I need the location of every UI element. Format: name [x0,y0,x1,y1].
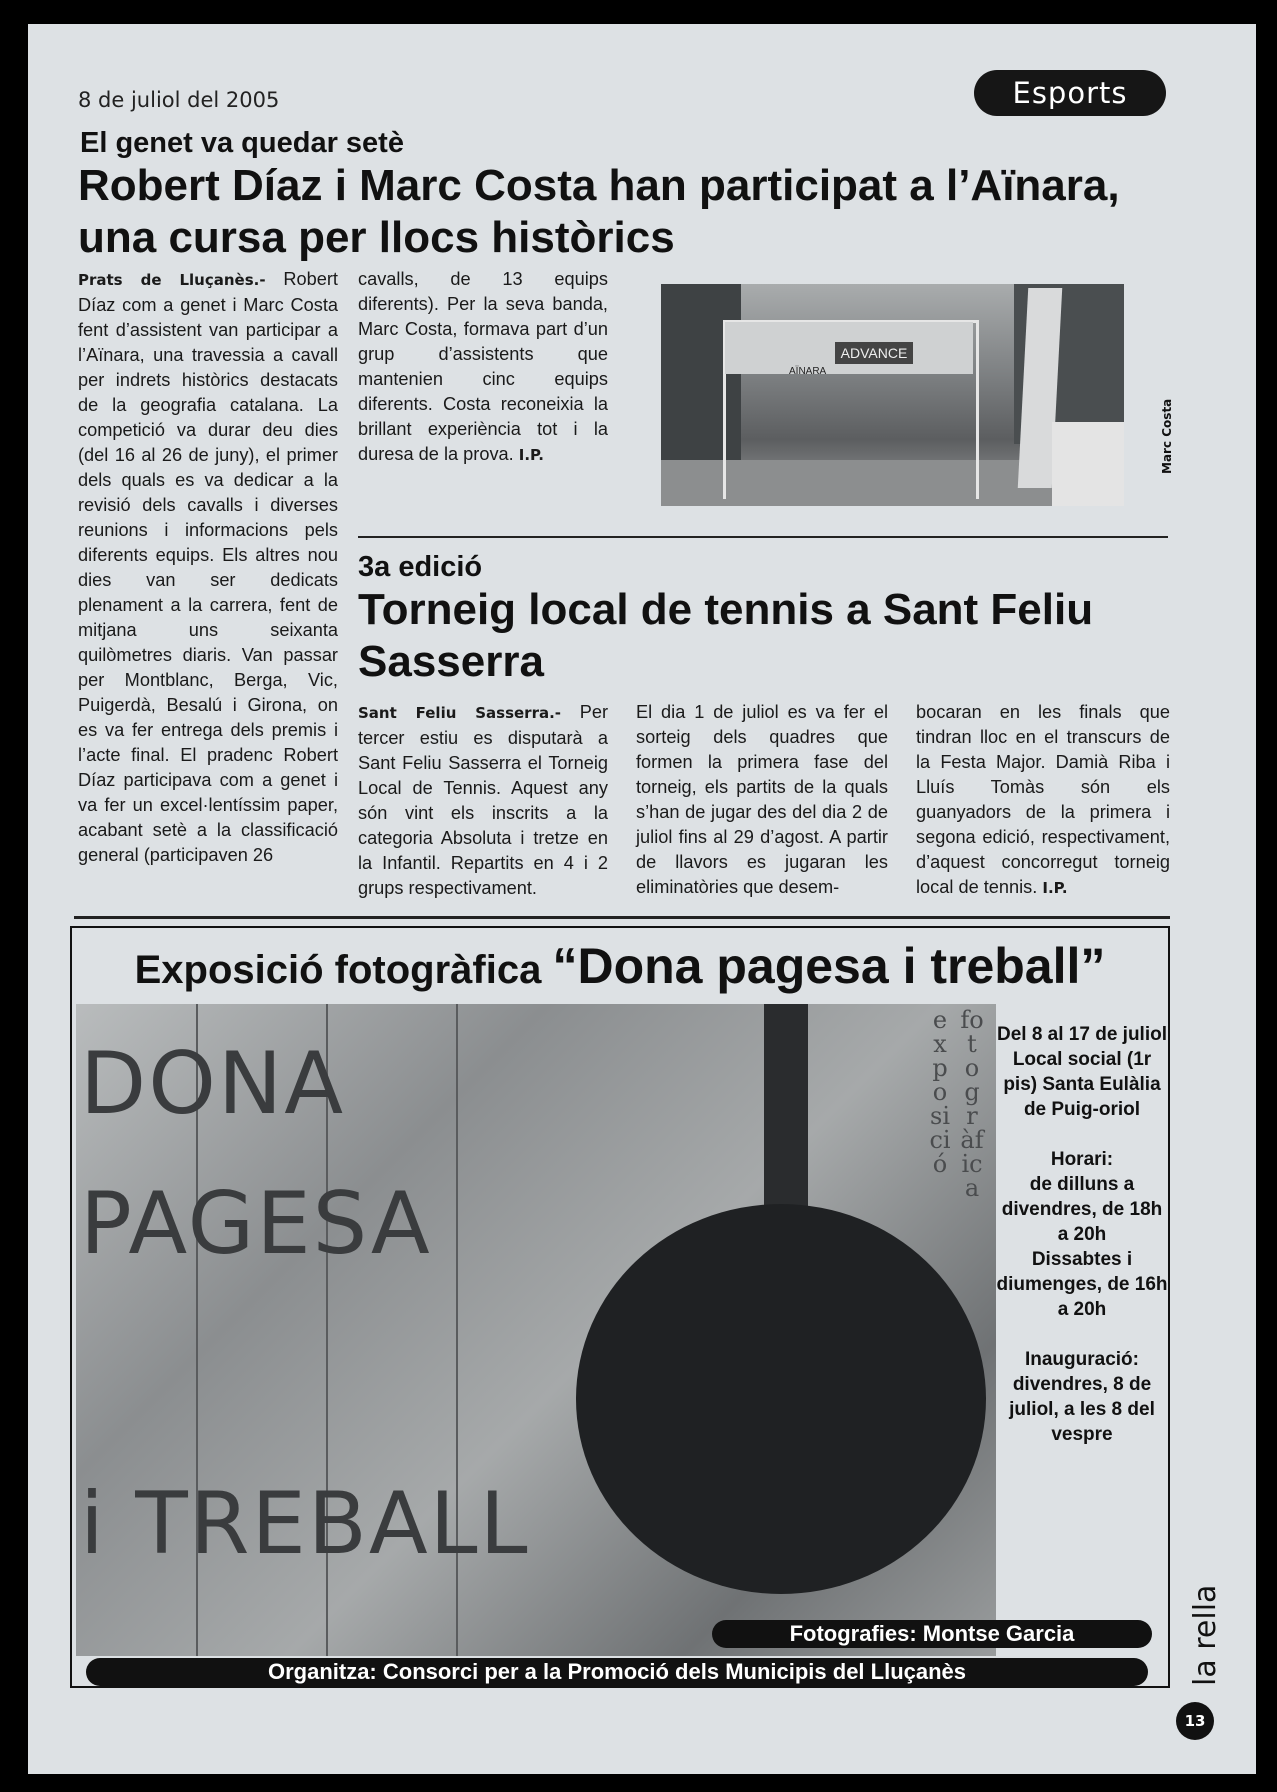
article2-body-1: Per tercer estiu es disputarà a Sant Feliu Sasserra el Torneig Local de Tennis. Aquest any són vint els inscrits a la categoria Absoluta i tretze en la Infantil. Repartits en 4 i 2 grups respectivament. [358,702,609,898]
magazine-name: la rella [1188,1584,1223,1686]
exhibition-ad [70,926,1170,1688]
article1-body-2: cavalls, de 13 equips diferents). Per la seva banda, Marc Costa, formava part d’un grup d’assistents que mantenien cinc equips diferents. Costa reconeixia la brillant experiència tot i la duresa de la prova. [358,269,608,464]
article1-column-1 [78,267,338,868]
article2-column-2 [636,700,888,900]
section-badge: Esports [974,70,1166,116]
divider [358,536,1168,538]
divider [74,916,1170,919]
newspaper-page [28,24,1256,1774]
article1-photo [661,284,1124,506]
info-hours-weekdays: de dilluns a divendres, de 18h a 20h [1001,1174,1163,1245]
exhibition-photo-credit: Fotografies: Montse Garcia [712,1620,1152,1648]
exhibition-photo [76,1004,996,1656]
exhibition-title-main: “Dona pagesa i treball” [552,938,1106,994]
photo-word-3: i TREBALL [80,1474,530,1574]
article1-headline: Robert Díaz i Marc Costa han participat a l’Aïnara, una cursa per llocs històrics [78,161,1120,262]
article2-body-3: bocaran en les finals que tindran lloc en el transcurs de la Festa Major. Damià Riba i Lluís Tomàs són els guanyadors de la primera i segona edició, respectivament, d’aquest concorregut torneig local de tennis. [916,702,1170,897]
article1-byline-place: Prats de Lluçanès.- [78,271,266,289]
article2-byline-place: Sant Feliu Sasserra.- [358,704,562,722]
photo-sign-advance: ADVANCE [835,342,913,364]
info-hours-label: Horari: [1050,1149,1114,1170]
page-number: 13 [1176,1702,1214,1740]
exhibition-info [996,1022,1168,1447]
photo-word-1: DONA [80,1034,346,1134]
photo-van [1052,422,1124,506]
exhibition-title [72,928,1168,1008]
article2-headline: Torneig local de tennis a Sant Feliu Sasserra [358,585,1094,686]
photo-vertical-text-right: fotogràfica [960,1006,984,1202]
info-hours-weekend: Dissabtes i diumenges, de 16h a 20h [996,1249,1168,1320]
info-place: Local social (1r pis) Santa Eulàlia de Puig-oriol [1003,1049,1161,1120]
issue-date: 8 de juliol del 2005 [78,88,280,112]
article1-signature: I.P. [518,446,544,464]
photo-frying-pan [576,1204,986,1594]
article2-body-2: El dia 1 de juliol es va fer el sorteig dels quadres que formen la primera fase del torneig, els partits de la quals s’han de jugar des del dia 2 de juliol fins al 29 d’agost. A partir de llavors es jugaran les eliminatòries que desem- [636,702,888,897]
info-dates: Del 8 al 17 de juliol [996,1024,1167,1045]
info-opening-label: Inauguració: [1024,1349,1139,1370]
article1-photo-credit: Marc Costa [1160,398,1174,474]
article1-kicker: El genet va quedar setè [80,127,404,159]
article2-signature: I.P. [1042,879,1068,897]
info-opening: divendres, 8 de juliol, a les 8 del vespre [1009,1374,1155,1445]
article2-kicker: 3a edició [358,551,483,583]
exhibition-title-prefix: Exposició fotogràfica [134,948,542,992]
photo-sign-ainara: AÏNARA [789,366,827,377]
organizer-banner: Organitza: Consorci per a la Promoció dels Municipis del Lluçanès [86,1658,1148,1686]
photo-vertical-text-left: exposició [929,1006,951,1178]
article1-body-1: Robert Díaz com a genet i Marc Costa fent d’assistent van participar a l’Aïnara, una travessia a cavall per indrets històrics destacats de la geografia catalana. La competició va durar deu dies (del 16 al 26 de juny), el primer dels quals es va dedicar a la revisió dels cavalls i diverses reunions i informacions pels diferents equips. Els altres nou dies van ser dedicats plenament a la carrera, fent de mitjana uns seixanta quilòmetres diaris. Van passar per Montblanc, Berga, Vic, Puigerdà, Besalú i Girona, on es va fer entrega dels premis i l’acte final. El pradenc Robert Díaz participava com a genet i va fer un excel·lentíssim paper, acabant setè a la classificació general (participaven 26 [78,269,338,865]
article2-column-3 [916,700,1170,901]
article1-column-2 [358,267,608,468]
article2-column-1 [358,700,608,901]
photo-pan-handle [764,1004,808,1214]
photo-word-2: PAGESA [80,1174,432,1274]
